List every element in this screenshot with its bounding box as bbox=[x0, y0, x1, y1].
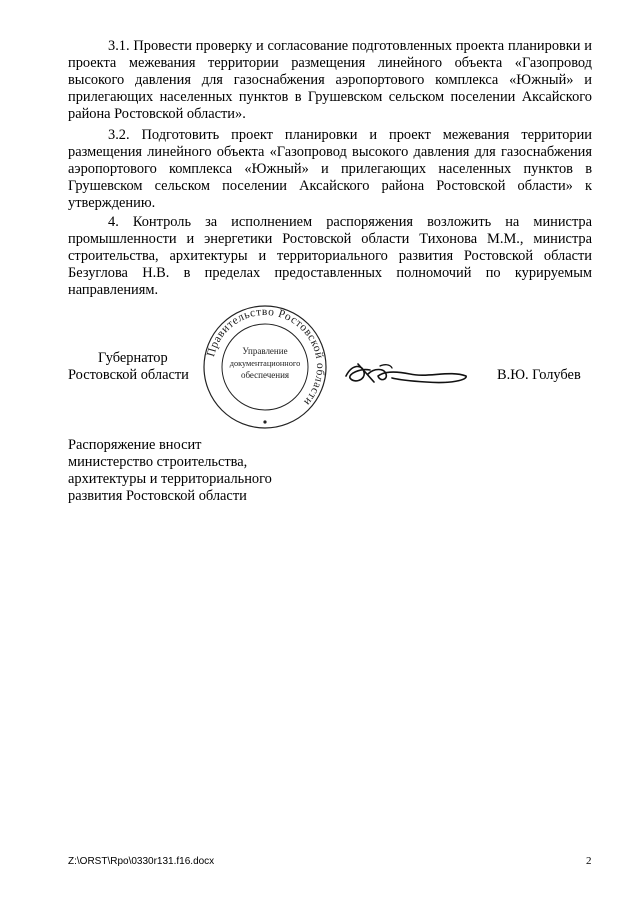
handwritten-signature bbox=[340, 354, 470, 394]
footer-file-path: Z:\ORST\Rpo\0330r131.f16.docx bbox=[68, 856, 215, 867]
submitted-by-line2: министерство строительства, bbox=[68, 454, 248, 470]
paragraph-3-2: 3.2. Подготовить проект планировки и проект межевания территории размещения линейного объекта «Газопровод высокого давления для газоснабжения аэропортового комплекса «Южный» и прилегающих населенных пунктов в Грушевском сельском поселении Аксайского района Ростовской области» к утверждению. bbox=[68, 127, 592, 211]
seal-dot-icon bbox=[263, 420, 266, 423]
seal-inner-line1: Управление bbox=[242, 346, 288, 356]
paragraph-4: 4. Контроль за исполнением распоряжения возложить на министра промышленности и энергетики Ростовской области Тихонова М.М., министра строительства, архитектуры и территориального развития Ростовской области Безуглова Н.В. в пределах предоставленных полномочий по курируемым направлениям. bbox=[68, 214, 592, 298]
seal-inner-line2: документационного bbox=[229, 359, 301, 368]
footer-page-number: 2 bbox=[586, 855, 592, 867]
seal-outer-text: Правительство Ростовской области bbox=[205, 305, 327, 409]
signer-name: В.Ю. Голубев bbox=[497, 367, 581, 383]
signer-position-line2: Ростовской области bbox=[68, 367, 189, 383]
signer-position-line1: Губернатор bbox=[98, 350, 168, 366]
seal-inner-line3: обеспечения bbox=[240, 370, 290, 380]
submitted-by-line4: развития Ростовской области bbox=[68, 488, 247, 504]
submitted-by-line3: архитектуры и территориального bbox=[68, 471, 272, 487]
paragraph-3-1: 3.1. Провести проверку и согласование подготовленных проекта планировки и проекта межевания территории размещения линейного объекта «Газопровод высокого давления для газоснабжения аэропортового комплекса «Южный» и прилегающих населенных пунктов в Грушевском сельском поселении Аксайского района Ростовской области». bbox=[68, 38, 592, 122]
official-seal bbox=[202, 304, 328, 430]
submitted-by-note bbox=[68, 437, 272, 505]
signer-position bbox=[68, 350, 189, 384]
submitted-by-line1: Распоряжение вносит bbox=[68, 437, 202, 453]
